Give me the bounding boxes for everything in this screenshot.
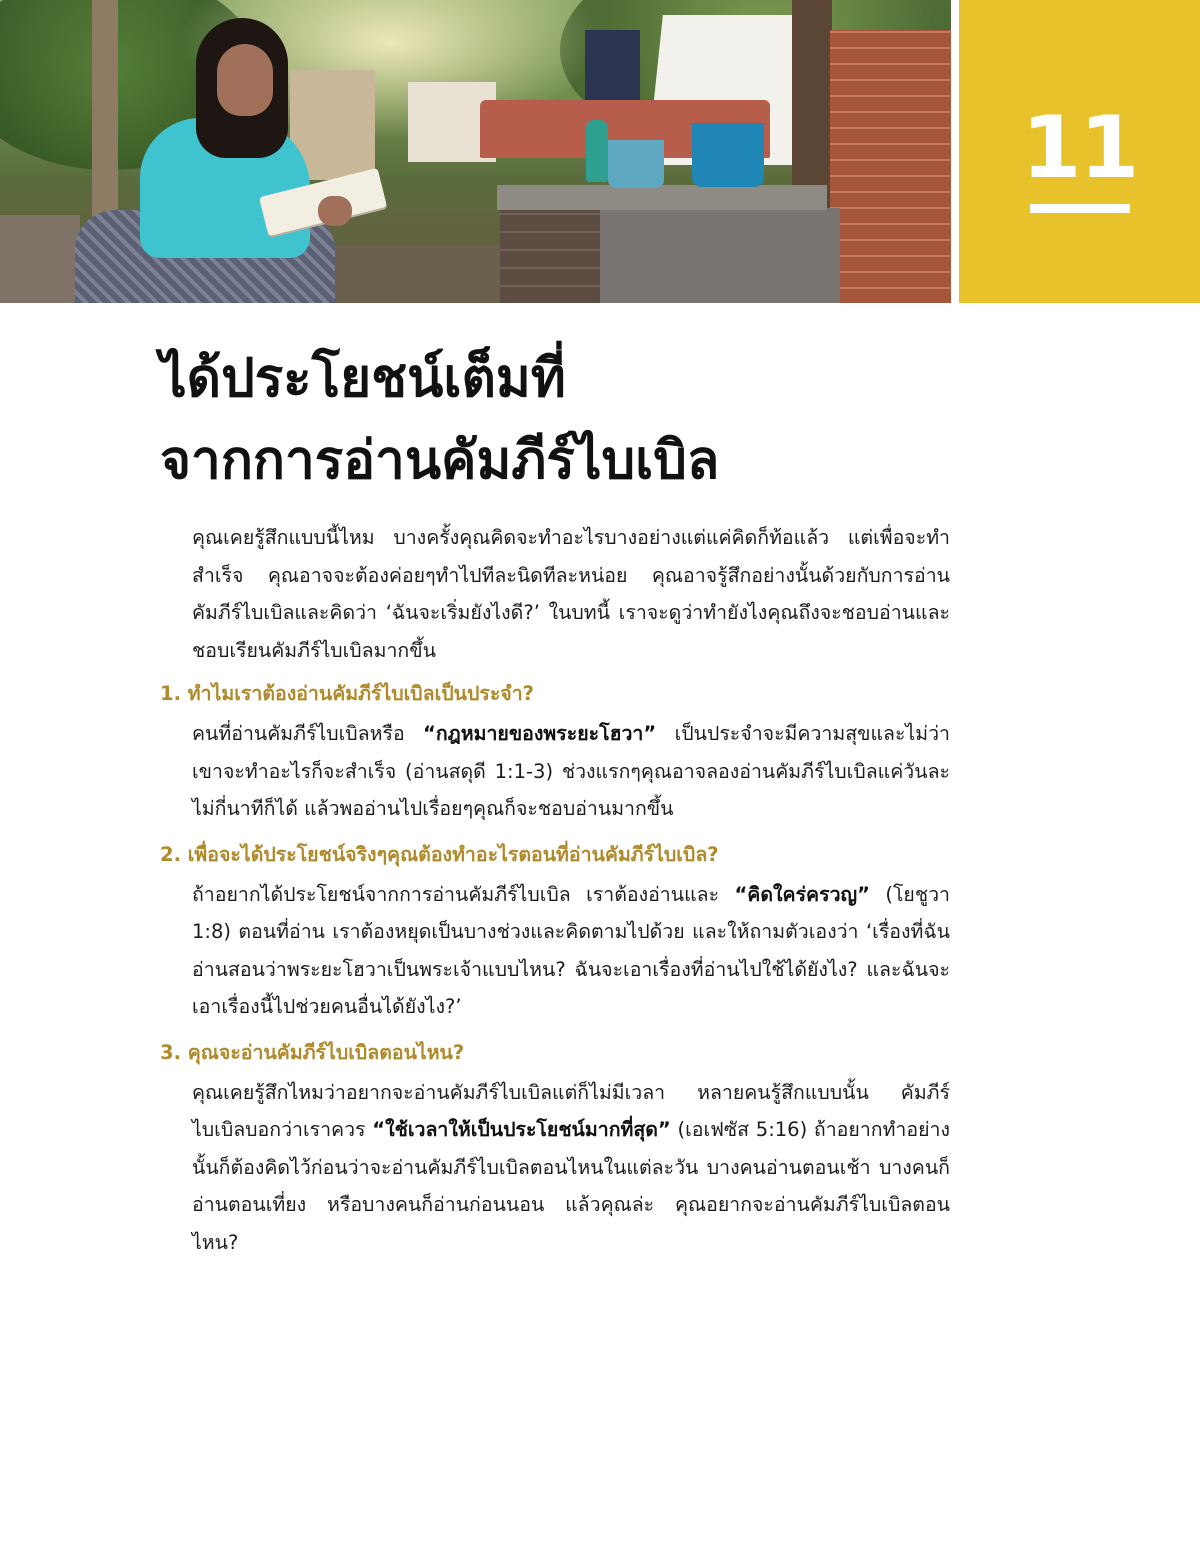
answer-text: คนที่อ่านคัมภีร์ไบเบิลหรือ <box>192 722 424 745</box>
woman-figure <box>217 44 273 116</box>
stone-base <box>500 208 610 303</box>
question-heading-3: 3. คุณจะอ่านคัมภีร์ไบเบิลตอนไหน? <box>160 1040 465 1064</box>
lesson-number: 11 <box>1021 98 1138 198</box>
lesson-number-panel <box>959 0 1200 303</box>
scripture-quote: “คิดใคร่ครวญ” <box>734 882 870 906</box>
brick-wall <box>830 30 951 303</box>
answer-paragraph-3 <box>192 1074 950 1262</box>
answer-paragraph-1 <box>192 715 950 828</box>
answer-text: เป็นประจำจะมีความสุขและไม่ว่าเขาจะทำอะไรก็จะสำเร็จ (อ่านสดุดี 1:1-3) ช่วงแรกๆคุณอาจลองอ่านคัมภีร์ไบเบิลแค่วันละไม่กี่นาทีก็ได้ แล้วพออ่านไปเรื่อยๆคุณก็จะชอบอ่านมากขึ้น <box>192 722 950 820</box>
answer-text: (เอเฟซัส 5:16) ถ้าอยากทำอย่างนั้นก็ต้องคิดไว้ก่อนว่าจะอ่านคัมภีร์ไบเบิลตอนไหนในแต่ละวัน บางคนอ่านตอนเช้า บางคนก็อ่านตอนเที่ยง หรือบางคนก็อ่านก่อนนอน แล้วคุณล่ะ คุณอยากจะอ่านคัมภีร์ไบเบิลตอนไหน? <box>192 1118 950 1254</box>
page-title-line1: ได้ประโยชน์เต็มที่ <box>160 348 566 409</box>
lesson-content <box>160 519 950 1261</box>
bucket-shape <box>608 140 664 188</box>
answer-text: ถ้าอยากได้ประโยชน์จากการอ่านคัมภีร์ไบเบิล เราต้องอ่านและ <box>192 882 735 906</box>
stone-table <box>497 185 827 210</box>
bucket-shape <box>692 123 764 187</box>
page-title <box>160 338 960 502</box>
stone-base <box>600 208 840 303</box>
scripture-quote: “กฎหมายของพระยะโฮวา” <box>423 722 657 745</box>
answer-text: (โยชูวา 1:8) ตอนที่อ่าน เราต้องหยุดเป็นบางช่วงและคิดตามไปด้วย และให้ถามตัวเองว่า ‘เรื่องที่ฉันอ่านสอนว่าพระยะโฮวาเป็นพระเจ้าแบบไหน? ฉันจะเอาเรื่องที่อ่านไปใช้ได้ยังไง? และฉันจะเอาเรื่องนี้ไปช่วยคนอื่นได้ยังไง?’ <box>192 882 950 1018</box>
lesson-number-underline <box>1030 204 1130 213</box>
intro-paragraph: คุณเคยรู้สึกแบบนี้ไหม บางครั้งคุณคิดจะทำอะไรบางอย่างแต่แค่คิดก็ท้อแล้ว แต่เพื่อจะทำสำเร็จ คุณอาจจะต้องค่อยๆทำไปทีละนิดทีละหน่อย คุณอาจรู้สึกอย่างนั้นด้วยกับการอ่านคัมภีร์ไบเบิลและคิดว่า ‘ฉันจะเริ่มยังไงดี?’ ในบทนี้ เราจะดูว่าทำยังไงคุณถึงจะชอบอ่านและชอบเรียนคัมภีร์ไบเบิลมากขึ้น <box>192 526 950 662</box>
answer-text: คุณเคยรู้สึกไหมว่าอยากจะอ่านคัมภีร์ไบเบิลแต่ก็ไม่มีเวลา หลายคนรู้สึกแบบนั้น คัมภีร์ไบเบิลบอกว่าเราควร <box>192 1080 950 1141</box>
page-title-line2: จากการอ่านคัมภีร์ไบเบิล <box>160 430 720 491</box>
header-photo <box>0 0 951 303</box>
answer-paragraph-2 <box>192 876 950 1026</box>
wall-shape <box>0 215 80 303</box>
woman-figure <box>318 196 352 226</box>
bottle-shape <box>586 120 608 182</box>
scripture-quote: “ใช้เวลาให้เป็นประโยชน์มากที่สุด” <box>372 1118 671 1141</box>
question-heading-2: 2. เพื่อจะได้ประโยชน์จริงๆคุณต้องทำอะไรตอนที่อ่านคัมภีร์ไบเบิล? <box>160 842 719 866</box>
question-heading-1: 1. ทำไมเราต้องอ่านคัมภีร์ไบเบิลเป็นประจำ? <box>160 682 534 705</box>
